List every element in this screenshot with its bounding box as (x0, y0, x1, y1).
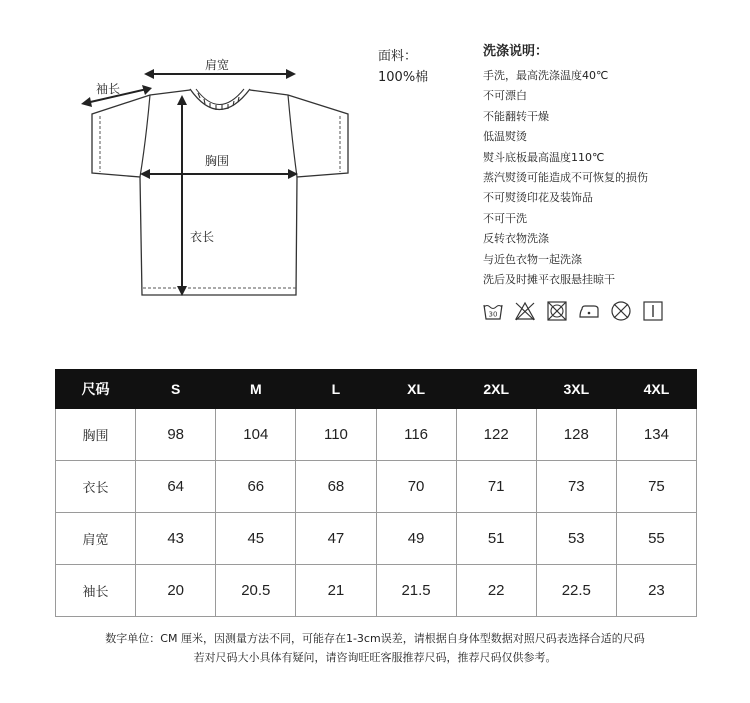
unit-note: 数字单位：CM 厘米，因测量方法不同，可能存在1-3cm误差，请根据自身体型数据对照尺码表选择合适的尺码 (105, 632, 645, 645)
table-cell: 110 (296, 409, 376, 461)
table-cell: 68 (296, 461, 376, 513)
table-row (56, 565, 697, 617)
table-cell: 22 (456, 565, 536, 617)
table-cell: 47 (296, 513, 376, 565)
table-header-cell: M (216, 370, 296, 409)
table-cell: 23 (616, 565, 696, 617)
table-row (56, 409, 697, 461)
sleeve-label: 袖长 (96, 82, 121, 96)
table-cell: 64 (136, 461, 216, 513)
care-item: 低温熨烫 (483, 130, 527, 144)
table-cell: 98 (136, 409, 216, 461)
size-table (55, 369, 697, 617)
table-row-label: 胸围 (56, 409, 136, 461)
wash-temp-text: 30 (488, 310, 498, 319)
iron-low-icon (578, 300, 600, 322)
table-row (56, 461, 697, 513)
care-item: 与近色衣物一起洗涤 (483, 252, 582, 266)
table-cell: 71 (456, 461, 536, 513)
table-header-cell: L (296, 370, 376, 409)
advice-note: 若对尺码大小具体有疑问，请咨询旺旺客服推荐尺码，推荐尺码仅供参考。 (193, 651, 557, 664)
no-bleach-icon (514, 300, 536, 322)
table-row-label: 衣长 (56, 461, 136, 513)
table-cell: 51 (456, 513, 536, 565)
table-cell: 20.5 (216, 565, 296, 617)
table-cell: 122 (456, 409, 536, 461)
table-cell: 22.5 (536, 565, 616, 617)
care-item: 不可漂白 (483, 89, 527, 103)
table-header-cell: 2XL (456, 370, 536, 409)
care-item: 熨斗底板最高温度110℃ (483, 150, 605, 164)
length-label: 衣长 (190, 230, 215, 244)
table-cell: 73 (536, 461, 616, 513)
care-item: 不可熨烫印花及装饰品 (483, 191, 593, 205)
tshirt-outline-icon (0, 0, 370, 320)
chest-label: 胸围 (205, 154, 230, 168)
table-cell: 45 (216, 513, 296, 565)
care-item: 不可干洗 (483, 211, 527, 225)
tshirt-diagram (0, 0, 370, 320)
table-header-row (56, 370, 697, 409)
fabric-title: 面料： (378, 49, 418, 64)
table-cell: 70 (376, 461, 456, 513)
table-cell: 104 (216, 409, 296, 461)
care-list (483, 66, 648, 290)
wash-30-icon (482, 300, 504, 322)
table-row-label: 袖长 (56, 565, 136, 617)
table-header-cell: 尺码 (56, 370, 136, 409)
care-item: 洗后及时摊平衣服悬挂晾干 (483, 272, 615, 286)
table-cell: 53 (536, 513, 616, 565)
table-header-cell: 3XL (536, 370, 616, 409)
table-row-label: 肩宽 (56, 513, 136, 565)
table-header-cell: XL (376, 370, 456, 409)
table-cell: 49 (376, 513, 456, 565)
care-item: 手洗，最高洗涤温度40℃ (483, 69, 609, 82)
table-cell: 55 (616, 513, 696, 565)
table-row (56, 513, 697, 565)
care-item: 蒸汽熨烫可能造成不可恢复的损伤 (483, 170, 648, 184)
table-cell: 75 (616, 461, 696, 513)
table-cell: 66 (216, 461, 296, 513)
table-cell: 134 (616, 409, 696, 461)
table-header-cell: 4XL (616, 370, 696, 409)
care-item: 不能翻转干燥 (483, 109, 549, 123)
no-dry-clean-icon (610, 300, 632, 322)
no-tumble-dry-icon (546, 300, 568, 322)
table-cell: 21.5 (376, 565, 456, 617)
care-title: 洗涤说明： (483, 44, 549, 59)
table-cell: 128 (536, 409, 616, 461)
table-cell: 116 (376, 409, 456, 461)
table-cell: 20 (136, 565, 216, 617)
table-header-cell: S (136, 370, 216, 409)
table-cell: 21 (296, 565, 376, 617)
table-cell: 43 (136, 513, 216, 565)
care-icons (482, 300, 664, 322)
shoulder-label: 肩宽 (205, 58, 230, 72)
line-dry-icon (642, 300, 664, 322)
fabric-value: 100%棉 (378, 70, 429, 85)
care-item: 反转衣物洗涤 (483, 232, 549, 246)
